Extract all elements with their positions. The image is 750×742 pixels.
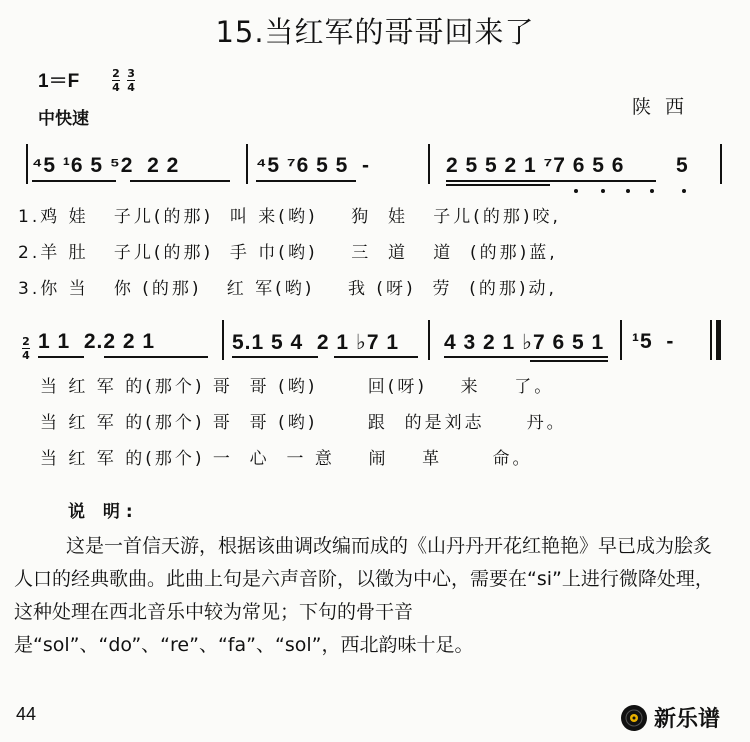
measure-4: 5: [676, 154, 689, 177]
octave-dot: [601, 189, 605, 193]
lyric-line-1: 当 红 军 的(那个) 哥 哥 (哟) 回(呀) 来 了。: [40, 377, 555, 397]
beam: [130, 180, 230, 182]
time-signature-2-4: [112, 68, 120, 93]
measure-3: 2 5 5 2 1 ⁷7 6 5 6: [446, 154, 625, 177]
time-num: 2: [22, 335, 30, 348]
measure-5: 1 1 2.2 2 1: [38, 330, 156, 353]
time-den: 4: [112, 81, 120, 94]
measure-1: ⁴5 ¹6 5 ⁵2 2 2: [32, 154, 180, 177]
barline: [246, 144, 248, 184]
final-barline-thick: [716, 320, 721, 360]
barline: [428, 144, 430, 184]
key-signature: 1＝F: [38, 71, 80, 92]
beam: [104, 356, 208, 358]
page-number: 44: [16, 704, 37, 724]
beam: [232, 356, 318, 358]
system-1: [0, 140, 750, 305]
time-num: 3: [127, 67, 135, 80]
time-num: 2: [112, 67, 120, 80]
measure-8: ¹5 -: [632, 330, 675, 353]
time-frac: [22, 336, 30, 361]
lyric-line-1: 1.鸡 娃 子儿(的那) 叫 来(哟) 狗 娃 子儿(的那)咬,: [18, 207, 561, 227]
time-signature-3-4: [127, 68, 135, 93]
beam: [32, 180, 116, 182]
brand-name: 新乐谱: [654, 707, 721, 732]
time-signature-2-4: [22, 330, 32, 361]
beam: [256, 180, 356, 182]
time-den: 4: [22, 349, 30, 362]
explanation-heading: 说 明:: [68, 502, 139, 522]
lyric-line-2: 当 红 军 的(那个) 哥 哥 (哟) 跟 的是刘志 丹。: [40, 413, 567, 433]
measure-7: 4 3 2 1 ♭7 6 5 1: [444, 331, 605, 354]
record-disc-icon: [620, 704, 648, 732]
song-title: 15.当红军的哥哥回来了: [215, 15, 535, 49]
lyric-line-3: 3.你 当 你 (的那) 红 军(哟) 我 (呀) 劳 (的那)动,: [18, 279, 557, 299]
final-barline-thin: [710, 320, 712, 360]
octave-dot: [650, 189, 654, 193]
barline: [620, 320, 622, 360]
beam: [38, 356, 84, 358]
left-bar: [26, 144, 28, 184]
region-label: 陕西: [632, 96, 699, 118]
barline: [428, 320, 430, 360]
beam: [446, 180, 656, 182]
lyric-line-3: 当 红 军 的(那个) 一 心 一 意 闹 革 命。: [40, 449, 533, 469]
octave-dot: [574, 189, 578, 193]
explanation-text: 这是一首信天游，根据该曲调改编而成的《山丹丹开花红艳艳》早已成为脍炙人口的经典歌曲。此曲上句是六声音阶，以徵为中心，需要在“si”上进行微降处理，这种处理在西北音乐中较为常见；下句的骨干音是“sol”、“do”、“re”、“fa”、“sol”，西北韵味十足。: [14, 535, 714, 656]
beam: [444, 356, 608, 358]
lyric-line-2: 2.羊 肚 子儿(的那) 手 巾(哟) 三 道 道 (的那)蓝,: [18, 243, 558, 263]
tempo-marking: 中快速: [38, 109, 89, 129]
system-2: [0, 316, 750, 476]
beam: [446, 184, 550, 186]
measure-2: ⁴5 ⁷6 5 5 -: [256, 154, 370, 177]
beam: [530, 360, 608, 362]
barline: [222, 320, 224, 360]
time-den: 4: [127, 81, 135, 94]
measure-6: 5.1 5 4 2 1 ♭7 1: [232, 331, 400, 354]
octave-dot: [626, 189, 630, 193]
time-signatures: [112, 62, 137, 93]
octave-dot: [682, 189, 686, 193]
barline: [720, 144, 722, 184]
beam: [334, 356, 418, 358]
brand-logo: [620, 702, 720, 733]
